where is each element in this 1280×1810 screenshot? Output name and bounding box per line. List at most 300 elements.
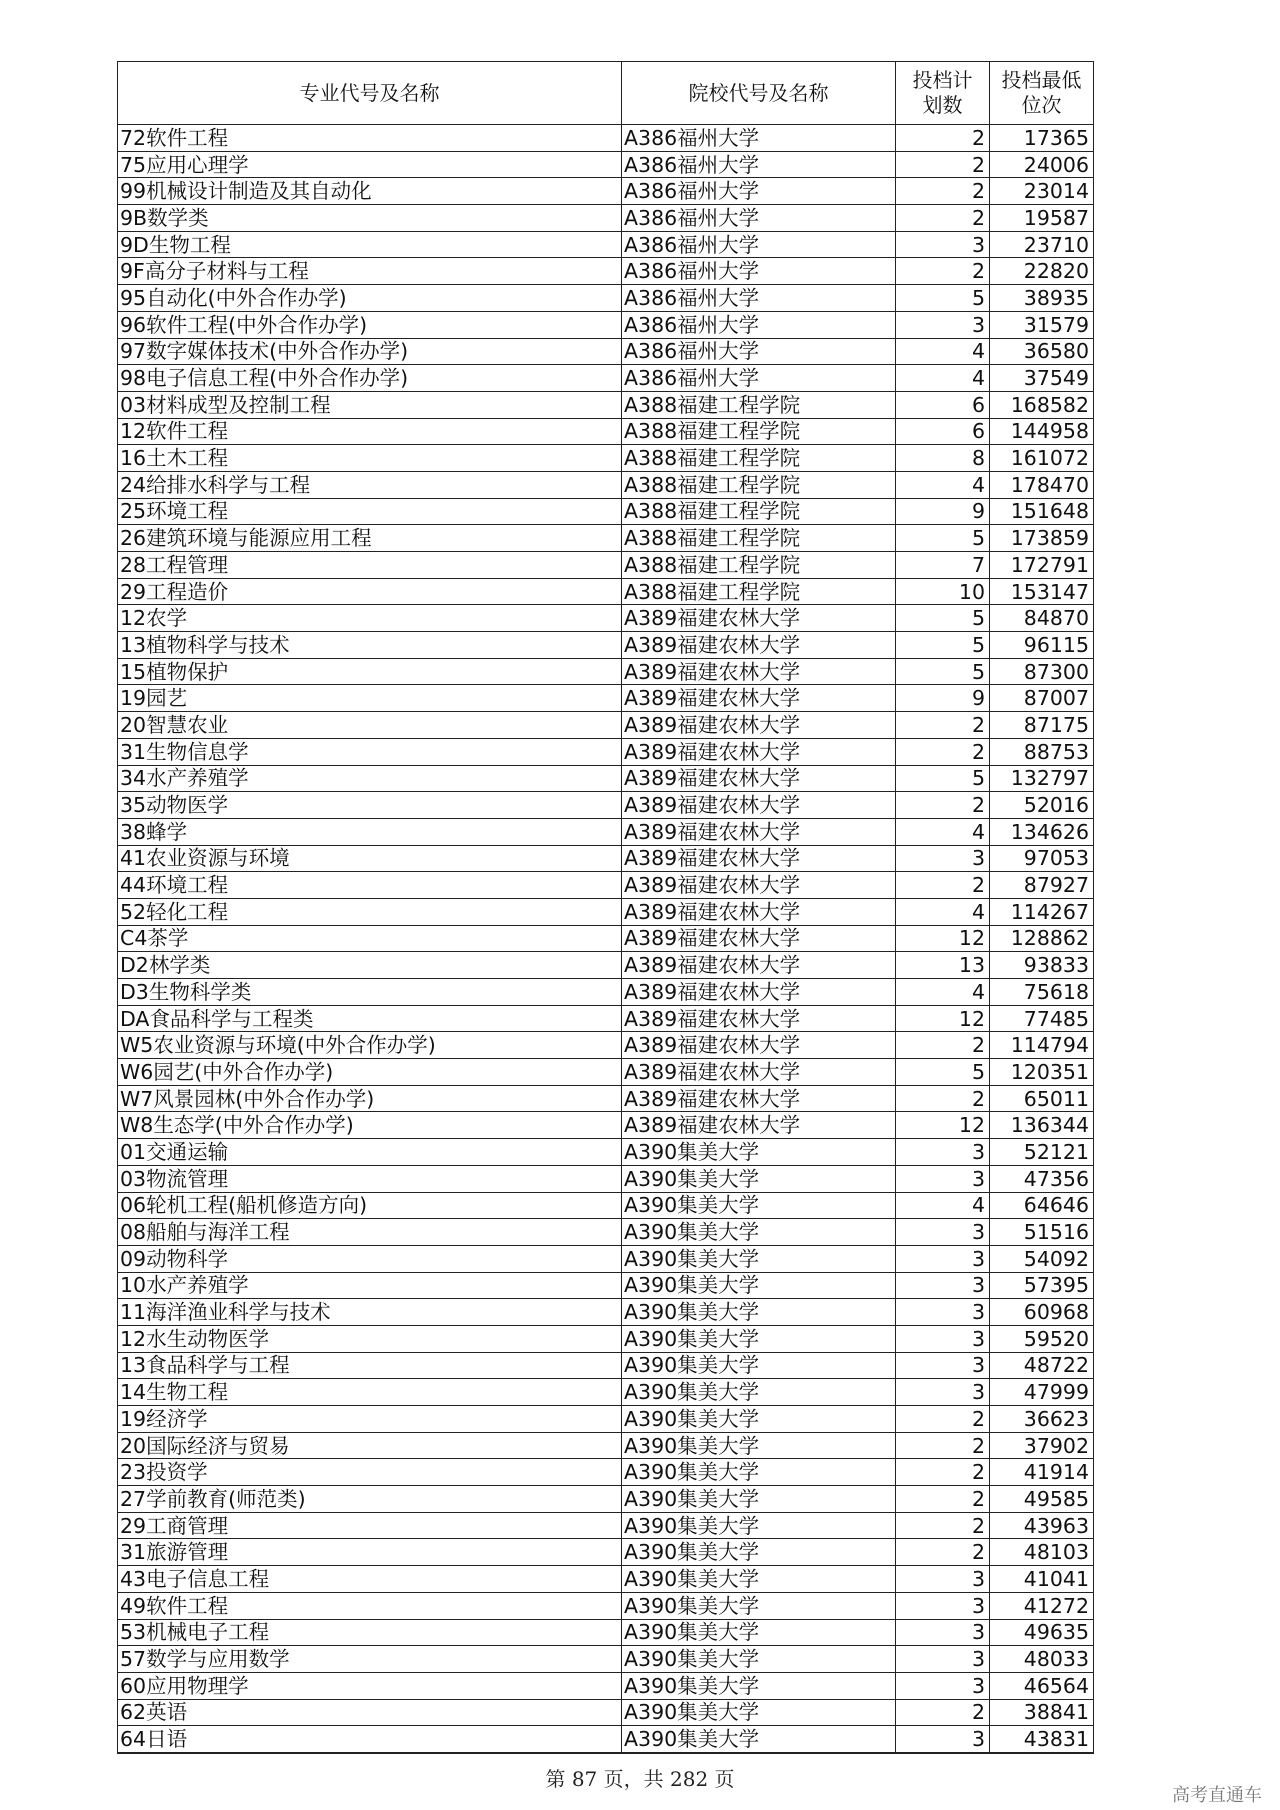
school-cell: A386福州大学 [622, 311, 896, 338]
table-row [118, 1299, 1094, 1326]
table-row [118, 1539, 1094, 1566]
plan-count-cell: 2 [896, 205, 990, 232]
major-cell: 9B数学类 [118, 205, 622, 232]
plan-count-cell: 4 [896, 338, 990, 365]
header-major: 专业代号及名称 [118, 62, 622, 125]
table-row [118, 552, 1094, 579]
school-cell: A390集美大学 [622, 1165, 896, 1192]
table-row [118, 1219, 1094, 1246]
major-cell: 72软件工程 [118, 125, 622, 152]
plan-count-cell: 2 [896, 178, 990, 205]
table-row [118, 338, 1094, 365]
table-row [118, 418, 1094, 445]
school-cell: A390集美大学 [622, 1299, 896, 1326]
school-cell: A390集美大学 [622, 1272, 896, 1299]
page-number: 第 87 页，共 282 页 [545, 1767, 735, 1791]
table-row [118, 1406, 1094, 1433]
major-cell: DA食品科学与工程类 [118, 1005, 622, 1032]
min-rank-cell: 37902 [990, 1432, 1094, 1459]
major-cell: 12软件工程 [118, 418, 622, 445]
major-cell: 57数学与应用数学 [118, 1646, 622, 1673]
min-rank-cell: 132797 [990, 765, 1094, 792]
plan-count-cell: 3 [896, 1379, 990, 1406]
min-rank-cell: 134626 [990, 818, 1094, 845]
min-rank-cell: 54092 [990, 1245, 1094, 1272]
plan-count-cell: 2 [896, 1459, 990, 1486]
plan-count-cell: 4 [896, 818, 990, 845]
min-rank-cell: 36580 [990, 338, 1094, 365]
min-rank-cell: 46564 [990, 1672, 1094, 1699]
min-rank-cell: 23710 [990, 231, 1094, 258]
major-cell: 49软件工程 [118, 1592, 622, 1619]
major-cell: 03材料成型及控制工程 [118, 391, 622, 418]
table-row [118, 578, 1094, 605]
table-body [118, 125, 1094, 1753]
major-cell: 16土木工程 [118, 445, 622, 472]
major-cell: C4茶学 [118, 925, 622, 952]
school-cell: A390集美大学 [622, 1726, 896, 1753]
min-rank-cell: 93833 [990, 952, 1094, 979]
min-rank-cell: 87927 [990, 872, 1094, 899]
header-plan-count: 投档计 划数 [896, 62, 990, 125]
major-cell: 27学前教育(师范类) [118, 1486, 622, 1513]
major-cell: 95自动化(中外合作办学) [118, 285, 622, 312]
table-row [118, 525, 1094, 552]
table-row [118, 231, 1094, 258]
min-rank-cell: 41914 [990, 1459, 1094, 1486]
min-rank-cell: 47356 [990, 1165, 1094, 1192]
table-row [118, 1379, 1094, 1406]
school-cell: A386福州大学 [622, 338, 896, 365]
plan-count-cell: 8 [896, 445, 990, 472]
min-rank-cell: 64646 [990, 1192, 1094, 1219]
min-rank-cell: 48033 [990, 1646, 1094, 1673]
major-cell: 29工程造价 [118, 578, 622, 605]
school-cell: A390集美大学 [622, 1592, 896, 1619]
min-rank-cell: 43831 [990, 1726, 1094, 1753]
school-cell: A389福建农林大学 [622, 898, 896, 925]
min-rank-cell: 41041 [990, 1566, 1094, 1593]
table-row [118, 311, 1094, 338]
major-cell: 20智慧农业 [118, 712, 622, 739]
table-row [118, 898, 1094, 925]
table-row [118, 151, 1094, 178]
school-cell: A388福建工程学院 [622, 552, 896, 579]
school-cell: A390集美大学 [622, 1512, 896, 1539]
min-rank-cell: 65011 [990, 1085, 1094, 1112]
plan-count-cell: 3 [896, 1619, 990, 1646]
table-row [118, 792, 1094, 819]
table-row [118, 1512, 1094, 1539]
plan-count-cell: 4 [896, 979, 990, 1006]
plan-count-cell: 3 [896, 1272, 990, 1299]
major-cell: 99机械设计制造及其自动化 [118, 178, 622, 205]
min-rank-cell: 114267 [990, 898, 1094, 925]
plan-count-cell: 12 [896, 925, 990, 952]
school-cell: A388福建工程学院 [622, 578, 896, 605]
table-row [118, 925, 1094, 952]
school-cell: A389福建农林大学 [622, 872, 896, 899]
plan-count-cell: 3 [896, 231, 990, 258]
table-row [118, 1432, 1094, 1459]
major-cell: 01交通运输 [118, 1139, 622, 1166]
school-cell: A388福建工程学院 [622, 498, 896, 525]
major-cell: 19经济学 [118, 1406, 622, 1433]
school-cell: A389福建农林大学 [622, 979, 896, 1006]
table-row [118, 1139, 1094, 1166]
school-cell: A389福建农林大学 [622, 845, 896, 872]
plan-count-cell: 2 [896, 872, 990, 899]
min-rank-cell: 48103 [990, 1539, 1094, 1566]
min-rank-cell: 172791 [990, 552, 1094, 579]
table-row [118, 818, 1094, 845]
plan-count-cell: 2 [896, 258, 990, 285]
school-cell: A390集美大学 [622, 1139, 896, 1166]
plan-count-cell: 3 [896, 1299, 990, 1326]
min-rank-cell: 153147 [990, 578, 1094, 605]
plan-count-cell: 3 [896, 1646, 990, 1673]
school-cell: A390集美大学 [622, 1539, 896, 1566]
school-cell: A389福建农林大学 [622, 952, 896, 979]
plan-count-cell: 3 [896, 1245, 990, 1272]
major-cell: 31旅游管理 [118, 1539, 622, 1566]
min-rank-cell: 49585 [990, 1486, 1094, 1513]
plan-count-cell: 4 [896, 365, 990, 392]
school-cell: A389福建农林大学 [622, 1032, 896, 1059]
school-cell: A390集美大学 [622, 1325, 896, 1352]
table-row [118, 685, 1094, 712]
school-cell: A388福建工程学院 [622, 418, 896, 445]
plan-count-cell: 4 [896, 471, 990, 498]
plan-count-cell: 2 [896, 1486, 990, 1513]
school-cell: A389福建农林大学 [622, 658, 896, 685]
table-row [118, 1672, 1094, 1699]
school-cell: A388福建工程学院 [622, 391, 896, 418]
major-cell: 98电子信息工程(中外合作办学) [118, 365, 622, 392]
table-row [118, 1272, 1094, 1299]
table-row [118, 1459, 1094, 1486]
plan-count-cell: 3 [896, 1219, 990, 1246]
min-rank-cell: 52121 [990, 1139, 1094, 1166]
table-row [118, 498, 1094, 525]
school-cell: A388福建工程学院 [622, 471, 896, 498]
major-cell: 64日语 [118, 1726, 622, 1753]
school-cell: A389福建农林大学 [622, 738, 896, 765]
school-cell: A389福建农林大学 [622, 1005, 896, 1032]
min-rank-cell: 144958 [990, 418, 1094, 445]
table-row [118, 872, 1094, 899]
major-cell: 15植物保护 [118, 658, 622, 685]
major-cell: 97数字媒体技术(中外合作办学) [118, 338, 622, 365]
table-row [118, 765, 1094, 792]
plan-count-cell: 3 [896, 1566, 990, 1593]
school-cell: A388福建工程学院 [622, 445, 896, 472]
plan-count-cell: 5 [896, 765, 990, 792]
plan-count-cell: 5 [896, 285, 990, 312]
major-cell: 26建筑环境与能源应用工程 [118, 525, 622, 552]
school-cell: A389福建农林大学 [622, 685, 896, 712]
school-cell: A386福州大学 [622, 178, 896, 205]
table-row [118, 1566, 1094, 1593]
plan-count-cell: 3 [896, 1592, 990, 1619]
school-cell: A389福建农林大学 [622, 1112, 896, 1139]
school-cell: A389福建农林大学 [622, 925, 896, 952]
major-cell: 62英语 [118, 1699, 622, 1726]
table-row [118, 845, 1094, 872]
plan-count-cell: 4 [896, 898, 990, 925]
school-cell: A389福建农林大学 [622, 632, 896, 659]
table-row [118, 605, 1094, 632]
school-cell: A388福建工程学院 [622, 525, 896, 552]
min-rank-cell: 17365 [990, 125, 1094, 152]
table-row [118, 391, 1094, 418]
plan-count-cell: 2 [896, 1032, 990, 1059]
plan-count-cell: 3 [896, 1352, 990, 1379]
min-rank-cell: 60968 [990, 1299, 1094, 1326]
major-cell: 41农业资源与环境 [118, 845, 622, 872]
school-cell: A390集美大学 [622, 1432, 896, 1459]
major-cell: 9F高分子材料与工程 [118, 258, 622, 285]
major-cell: 19园艺 [118, 685, 622, 712]
school-cell: A389福建农林大学 [622, 1059, 896, 1086]
min-rank-cell: 38841 [990, 1699, 1094, 1726]
plan-count-cell: 6 [896, 391, 990, 418]
major-cell: D3生物科学类 [118, 979, 622, 1006]
plan-count-cell: 2 [896, 712, 990, 739]
plan-count-cell: 3 [896, 845, 990, 872]
min-rank-cell: 151648 [990, 498, 1094, 525]
plan-count-cell: 2 [896, 151, 990, 178]
plan-count-cell: 2 [896, 1432, 990, 1459]
table-row [118, 1325, 1094, 1352]
major-cell: 10水产养殖学 [118, 1272, 622, 1299]
major-cell: 9D生物工程 [118, 231, 622, 258]
min-rank-cell: 24006 [990, 151, 1094, 178]
table-row [118, 365, 1094, 392]
major-cell: W7风景园林(中外合作办学) [118, 1085, 622, 1112]
table-row [118, 952, 1094, 979]
major-cell: 12水生动物医学 [118, 1325, 622, 1352]
school-cell: A390集美大学 [622, 1646, 896, 1673]
table-row [118, 632, 1094, 659]
min-rank-cell: 57395 [990, 1272, 1094, 1299]
min-rank-cell: 178470 [990, 471, 1094, 498]
major-cell: 13食品科学与工程 [118, 1352, 622, 1379]
table-row [118, 1619, 1094, 1646]
min-rank-cell: 37549 [990, 365, 1094, 392]
major-cell: 43电子信息工程 [118, 1566, 622, 1593]
table-row [118, 1165, 1094, 1192]
min-rank-cell: 48722 [990, 1352, 1094, 1379]
table-row [118, 285, 1094, 312]
plan-count-cell: 5 [896, 632, 990, 659]
school-cell: A389福建农林大学 [622, 712, 896, 739]
table-row [118, 1486, 1094, 1513]
plan-count-cell: 2 [896, 125, 990, 152]
major-cell: 52轻化工程 [118, 898, 622, 925]
min-rank-cell: 52016 [990, 792, 1094, 819]
major-cell: W6园艺(中外合作办学) [118, 1059, 622, 1086]
plan-count-cell: 2 [896, 1406, 990, 1433]
table-row [118, 1592, 1094, 1619]
header-min-rank: 投档最低 位次 [990, 62, 1094, 125]
plan-count-cell: 2 [896, 1699, 990, 1726]
school-cell: A390集美大学 [622, 1699, 896, 1726]
major-cell: 20国际经济与贸易 [118, 1432, 622, 1459]
min-rank-cell: 43963 [990, 1512, 1094, 1539]
min-rank-cell: 84870 [990, 605, 1094, 632]
major-cell: 75应用心理学 [118, 151, 622, 178]
plan-count-cell: 2 [896, 1085, 990, 1112]
min-rank-cell: 136344 [990, 1112, 1094, 1139]
min-rank-cell: 114794 [990, 1032, 1094, 1059]
plan-count-cell: 13 [896, 952, 990, 979]
school-cell: A389福建农林大学 [622, 1085, 896, 1112]
school-cell: A389福建农林大学 [622, 605, 896, 632]
table-row [118, 1005, 1094, 1032]
school-cell: A386福州大学 [622, 365, 896, 392]
major-cell: 60应用物理学 [118, 1672, 622, 1699]
major-cell: W5农业资源与环境(中外合作办学) [118, 1032, 622, 1059]
min-rank-cell: 87175 [990, 712, 1094, 739]
min-rank-cell: 22820 [990, 258, 1094, 285]
school-cell: A386福州大学 [622, 125, 896, 152]
major-cell: 53机械电子工程 [118, 1619, 622, 1646]
school-cell: A390集美大学 [622, 1219, 896, 1246]
table-row [118, 1059, 1094, 1086]
plan-count-cell: 5 [896, 658, 990, 685]
major-cell: 38蜂学 [118, 818, 622, 845]
min-rank-cell: 23014 [990, 178, 1094, 205]
watermark-text: 高考直通车 [1172, 1785, 1262, 1806]
table-row [118, 658, 1094, 685]
plan-count-cell: 4 [896, 1192, 990, 1219]
admission-table [117, 61, 1094, 1754]
plan-count-cell: 9 [896, 498, 990, 525]
table-row [118, 258, 1094, 285]
min-rank-cell: 38935 [990, 285, 1094, 312]
table-row [118, 1699, 1094, 1726]
min-rank-cell: 87007 [990, 685, 1094, 712]
school-cell: A390集美大学 [622, 1379, 896, 1406]
school-cell: A390集美大学 [622, 1459, 896, 1486]
major-cell: 03物流管理 [118, 1165, 622, 1192]
plan-count-cell: 3 [896, 1325, 990, 1352]
plan-count-cell: 5 [896, 605, 990, 632]
school-cell: A389福建农林大学 [622, 818, 896, 845]
plan-count-cell: 2 [896, 792, 990, 819]
school-cell: A389福建农林大学 [622, 765, 896, 792]
min-rank-cell: 128862 [990, 925, 1094, 952]
school-cell: A389福建农林大学 [622, 792, 896, 819]
table-row [118, 979, 1094, 1006]
school-cell: A386福州大学 [622, 258, 896, 285]
school-cell: A390集美大学 [622, 1672, 896, 1699]
table-row [118, 1245, 1094, 1272]
school-cell: A386福州大学 [622, 151, 896, 178]
major-cell: W8生态学(中外合作办学) [118, 1112, 622, 1139]
plan-count-cell: 7 [896, 552, 990, 579]
min-rank-cell: 41272 [990, 1592, 1094, 1619]
plan-count-cell: 5 [896, 1059, 990, 1086]
table-row [118, 445, 1094, 472]
table-row [118, 205, 1094, 232]
min-rank-cell: 96115 [990, 632, 1094, 659]
header-school: 院校代号及名称 [622, 62, 896, 125]
plan-count-cell: 2 [896, 1512, 990, 1539]
major-cell: 25环境工程 [118, 498, 622, 525]
table-row [118, 1192, 1094, 1219]
min-rank-cell: 31579 [990, 311, 1094, 338]
plan-count-cell: 12 [896, 1005, 990, 1032]
major-cell: 11海洋渔业科学与技术 [118, 1299, 622, 1326]
min-rank-cell: 97053 [990, 845, 1094, 872]
table-row [118, 1646, 1094, 1673]
plan-count-cell: 9 [896, 685, 990, 712]
plan-count-cell: 3 [896, 1165, 990, 1192]
table-row [118, 738, 1094, 765]
school-cell: A390集美大学 [622, 1245, 896, 1272]
major-cell: 14生物工程 [118, 1379, 622, 1406]
major-cell: 34水产养殖学 [118, 765, 622, 792]
major-cell: D2林学类 [118, 952, 622, 979]
min-rank-cell: 51516 [990, 1219, 1094, 1246]
table-row [118, 1352, 1094, 1379]
school-cell: A390集美大学 [622, 1486, 896, 1513]
major-cell: 28工程管理 [118, 552, 622, 579]
table-row [118, 712, 1094, 739]
school-cell: A390集美大学 [622, 1192, 896, 1219]
table-row [118, 125, 1094, 152]
plan-count-cell: 10 [896, 578, 990, 605]
plan-count-cell: 3 [896, 311, 990, 338]
school-cell: A390集美大学 [622, 1619, 896, 1646]
plan-count-cell: 3 [896, 1139, 990, 1166]
major-cell: 12农学 [118, 605, 622, 632]
plan-count-cell: 2 [896, 1539, 990, 1566]
major-cell: 06轮机工程(船机修造方向) [118, 1192, 622, 1219]
school-cell: A386福州大学 [622, 231, 896, 258]
plan-count-cell: 3 [896, 1726, 990, 1753]
min-rank-cell: 19587 [990, 205, 1094, 232]
table-row [118, 1085, 1094, 1112]
major-cell: 44环境工程 [118, 872, 622, 899]
major-cell: 96软件工程(中外合作办学) [118, 311, 622, 338]
plan-count-cell: 2 [896, 738, 990, 765]
min-rank-cell: 120351 [990, 1059, 1094, 1086]
school-cell: A386福州大学 [622, 205, 896, 232]
plan-count-cell: 5 [896, 525, 990, 552]
min-rank-cell: 173859 [990, 525, 1094, 552]
header-row [118, 62, 1094, 125]
plan-count-cell: 6 [896, 418, 990, 445]
major-cell: 31生物信息学 [118, 738, 622, 765]
min-rank-cell: 49635 [990, 1619, 1094, 1646]
school-cell: A390集美大学 [622, 1352, 896, 1379]
min-rank-cell: 88753 [990, 738, 1094, 765]
table-row [118, 1726, 1094, 1753]
table-row [118, 178, 1094, 205]
min-rank-cell: 161072 [990, 445, 1094, 472]
plan-count-cell: 12 [896, 1112, 990, 1139]
plan-count-cell: 3 [896, 1672, 990, 1699]
table-row [118, 1032, 1094, 1059]
min-rank-cell: 36623 [990, 1406, 1094, 1433]
table-row [118, 471, 1094, 498]
major-cell: 13植物科学与技术 [118, 632, 622, 659]
major-cell: 35动物医学 [118, 792, 622, 819]
table-row [118, 1112, 1094, 1139]
